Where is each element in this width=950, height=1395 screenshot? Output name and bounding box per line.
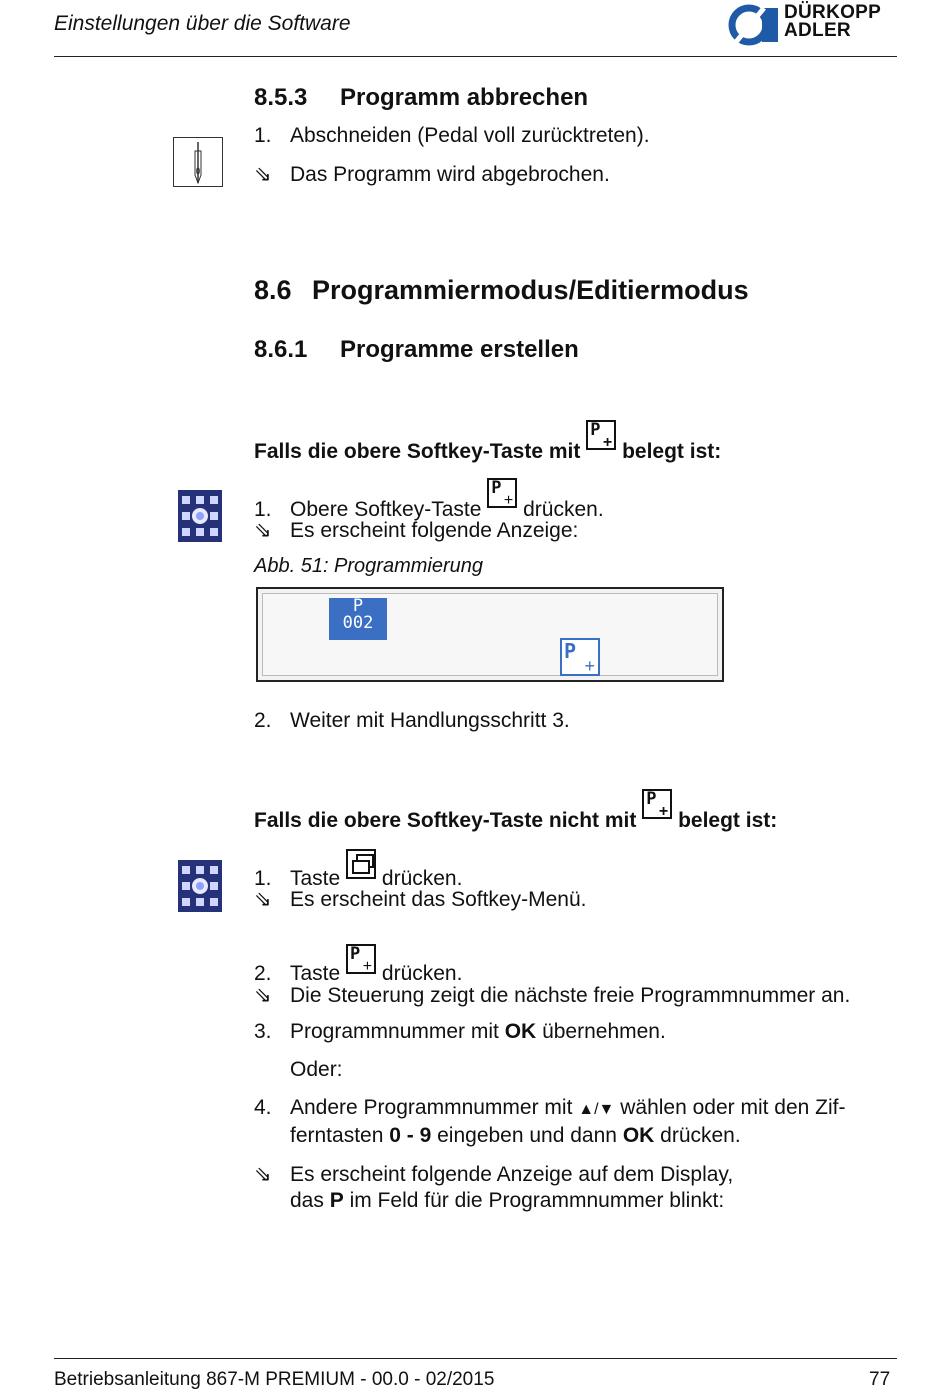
case2-step-4-line2: ferntasten 0 - 9 eingeben und dann OK drücken.: [290, 1124, 741, 1147]
section-8-6-heading: 8.6 Programmiermodus/Editiermodus: [254, 275, 749, 305]
oder-label: Oder:: [290, 1058, 343, 1081]
result-arrow-icon: ⇘: [254, 888, 272, 911]
softkey-p-plus-icon: P +: [642, 789, 672, 819]
page-number: 77: [869, 1369, 891, 1390]
section-title: Programm abbrechen: [340, 84, 589, 111]
logo-line2: ADLER: [784, 20, 851, 41]
running-header: Einstellungen über die Software: [54, 12, 351, 35]
case2-heading: Falls die obere Softkey-Taste nicht mit P + belegt ist:: [254, 789, 778, 832]
case2-step-3: 3. Programmnummer mit OK übernehmen.: [254, 1020, 666, 1043]
softkey-menu-icon: [346, 849, 376, 879]
section-8-6-1-heading: 8.6.1 Programme erstellen: [254, 336, 579, 363]
section-number: 8.5.3: [254, 84, 308, 111]
display-figure: [256, 587, 724, 682]
needle-icon: [173, 137, 223, 187]
softkey-p-plus-icon: P +: [586, 420, 616, 450]
result-arrow-icon: ⇘: [254, 1163, 272, 1186]
softkey-p-plus-icon: P +: [487, 478, 517, 508]
result-arrow-icon: ⇘: [254, 163, 272, 186]
section-8-5-3-heading: [254, 84, 588, 112]
case2-step-2: 2. Taste P + drücken.: [254, 944, 463, 985]
program-number-field: P 002: [329, 598, 387, 640]
softkey-p-plus-icon: P +: [346, 944, 376, 974]
up-down-arrow-icon: ▲/▼: [578, 1101, 615, 1118]
result-arrow-icon: ⇘: [254, 519, 272, 542]
logo-line1: DÜRKOPP: [784, 2, 882, 23]
control-panel-icon: [178, 490, 222, 547]
case2-result-3: ⇘ Es erscheint folgende Anzeige auf dem Display,: [254, 1163, 734, 1186]
case2-step-4: 4. Andere Programmnummer mit ▲/▼ wählen oder mit den Zif-: [254, 1096, 846, 1119]
case1-heading: Falls die obere Softkey-Taste mit P + belegt ist:: [254, 420, 722, 463]
logo-mark-icon: [728, 4, 780, 46]
case2-result-1: ⇘ Es erscheint das Softkey-Menü.: [254, 888, 587, 911]
figure-caption: Abb. 51: Programmierung: [254, 555, 484, 577]
header-rule: [54, 56, 897, 57]
footer-doc-title: Betriebsanleitung 867-M PREMIUM - 00.0 - 02/2015: [54, 1369, 495, 1390]
case2-step-1: 1. Taste drücken.: [254, 849, 462, 891]
step-1: 1. Abschneiden (Pedal voll zurücktreten).: [254, 124, 650, 147]
case2-result-2: ⇘ Die Steuerung zeigt die nächste freie Programmnummer an.: [254, 984, 851, 1007]
display-softkey-p-plus-icon: P +: [560, 638, 600, 676]
result-line: ⇘ Das Programm wird abgebrochen.: [254, 163, 610, 186]
case1-result: ⇘ Es erscheint folgende Anzeige:: [254, 519, 579, 542]
case1-step-1: 1. Obere Softkey-Taste P + drücken.: [254, 478, 604, 521]
control-panel-icon: [178, 860, 222, 917]
case1-step-2: 2. Weiter mit Handlungsschritt 3.: [254, 709, 570, 732]
result-arrow-icon: ⇘: [254, 984, 272, 1007]
duerkopp-adler-logo: [728, 4, 898, 46]
footer-rule: [54, 1358, 897, 1359]
case2-result-3-line2: das P im Feld für die Programmnummer blinkt:: [290, 1189, 725, 1212]
